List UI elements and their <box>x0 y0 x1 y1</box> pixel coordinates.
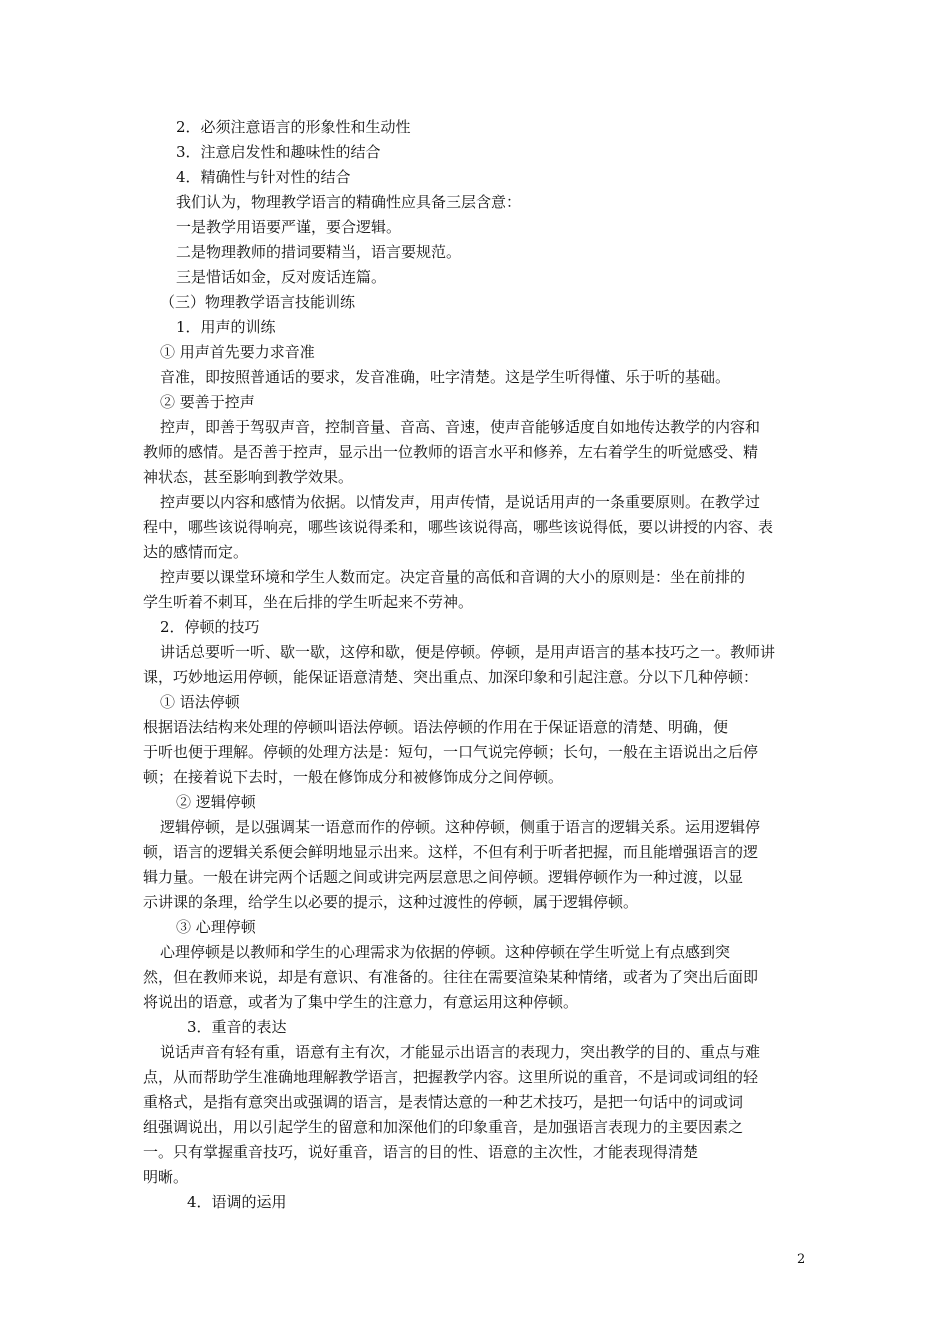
text-line: 控声要以课堂环境和学生人数而定。决定音量的高低和音调的大小的原则是：坐在前排的 <box>160 568 746 586</box>
text-line: 说话声音有轻有重，语意有主有次，才能显示出语言的表现力，突出教学的目的、重点与难 <box>160 1043 761 1061</box>
text-line: 控声，即善于驾驭声音，控制音量、音高、音速，使声音能够适度自如地传达教学的内容和 <box>160 418 761 436</box>
text-line: 我们认为，物理教学语言的精确性应具备三层含意： <box>176 193 522 211</box>
text-line: 然，但在教师来说，却是有意识、有准备的。往往在需要渲染某种情绪，或者为了突出后面即 <box>143 968 759 986</box>
text-line: 将说出的语意，或者为了集中学生的注意力，有意运用这种停顿。 <box>143 993 579 1011</box>
list-heading: ③ 心理停顿 <box>176 918 256 936</box>
text-line: 重格式，是指有意突出或强调的语言，是表情达意的一种艺术技巧，是把一句话中的词或词 <box>143 1093 744 1111</box>
text-line: 组强调说出，用以引起学生的留意和加深他们的印象重音，是加强语言表现力的主要因素之 <box>143 1118 744 1136</box>
text-line: 音准，即按照普通话的要求，发音准确，吐字清楚。这是学生听得懂、乐于听的基础。 <box>160 368 731 386</box>
text-line: 教师的感情。是否善于控声，显示出一位教师的语言水平和修养，左右着学生的听觉感受、精 <box>143 443 759 461</box>
text-line: 三是惜话如金，反对废话连篇。 <box>176 268 387 286</box>
text-line: 程中，哪些该说得响亮，哪些该说得柔和，哪些该说得高，哪些该说得低，要以讲授的内容、表 <box>143 518 774 536</box>
list-heading: ① 用声首先要力求音准 <box>160 343 315 361</box>
text-line: 示讲课的条理，给学生以必要的提示，这种过渡性的停顿，属于逻辑停顿。 <box>143 893 639 911</box>
text-line: 点，从而帮助学生准确地理解教学语言，把握教学内容。这里所说的重音，不是词或词组的轻 <box>143 1068 759 1086</box>
subsection-heading: 2．停顿的技巧 <box>160 618 260 636</box>
text-line: 神状态，甚至影响到教学效果。 <box>143 468 354 486</box>
text-line: 3．注意启发性和趣味性的结合 <box>176 143 381 161</box>
text-line: 学生听着不刺耳，坐在后排的学生听起来不劳神。 <box>143 593 474 611</box>
text-line: 4．精确性与针对性的结合 <box>176 168 351 186</box>
text-line: 辑力量。一般在讲完两个话题之间或讲完两层意思之间停顿。逻辑停顿作为一种过渡，以显 <box>143 868 744 886</box>
text-line: 2．必须注意语言的形象性和生动性 <box>176 118 411 136</box>
subsection-heading: 1．用声的训练 <box>176 318 276 336</box>
text-line: 心理停顿是以教师和学生的心理需求为依据的停顿。这种停顿在学生听觉上有点感到突 <box>160 943 731 961</box>
subsection-heading: 3．重音的表达 <box>187 1018 287 1036</box>
text-line: 逻辑停顿，是以强调某一语意而作的停顿。这种停顿，侧重于语言的逻辑关系。运用逻辑停 <box>160 818 761 836</box>
text-line: 明晰。 <box>143 1168 189 1186</box>
text-line: 课，巧妙地运用停顿，能保证语意清楚、突出重点、加深印象和引起注意。分以下几种停顿： <box>143 668 759 686</box>
text-line: 一。只有掌握重音技巧，说好重音，语言的目的性、语意的主次性，才能表现得清楚 <box>143 1143 699 1161</box>
text-line: 达的感情而定。 <box>143 543 249 561</box>
text-line: 顿；在接着说下去时，一般在修饰成分和被修饰成分之间停顿。 <box>143 768 564 786</box>
list-heading: ① 语法停顿 <box>160 693 240 711</box>
list-heading: ② 逻辑停顿 <box>176 793 256 811</box>
text-line: 于听也便于理解。停顿的处理方法是：短句，一口气说完停顿；长句，一般在主语说出之后停 <box>143 743 759 761</box>
list-heading: ② 要善于控声 <box>160 393 255 411</box>
text-line: 根据语法结构来处理的停顿叫语法停顿。语法停顿的作用在于保证语意的清楚、明确，便 <box>143 718 729 736</box>
subsection-heading: 4．语调的运用 <box>187 1193 287 1211</box>
page-number: 2 <box>797 1252 806 1267</box>
text-line: 讲话总要听一听、歇一歇，这停和歇，便是停顿。停顿，是用声语言的基本技巧之一。教师讲 <box>160 643 776 661</box>
text-line: 二是物理教师的措词要精当，语言要规范。 <box>176 243 462 261</box>
text-line: 控声要以内容和感情为依据。以情发声，用声传情，是说话用声的一条重要原则。在教学过 <box>160 493 761 511</box>
text-line: 顿，语言的逻辑关系便会鲜明地显示出来。这样，不但有利于听者把握，而且能增强语言的逻 <box>143 843 759 861</box>
section-heading: （三）物理教学语言技能训练 <box>160 293 356 311</box>
text-line: 一是教学用语要严谨，要合逻辑。 <box>176 218 402 236</box>
